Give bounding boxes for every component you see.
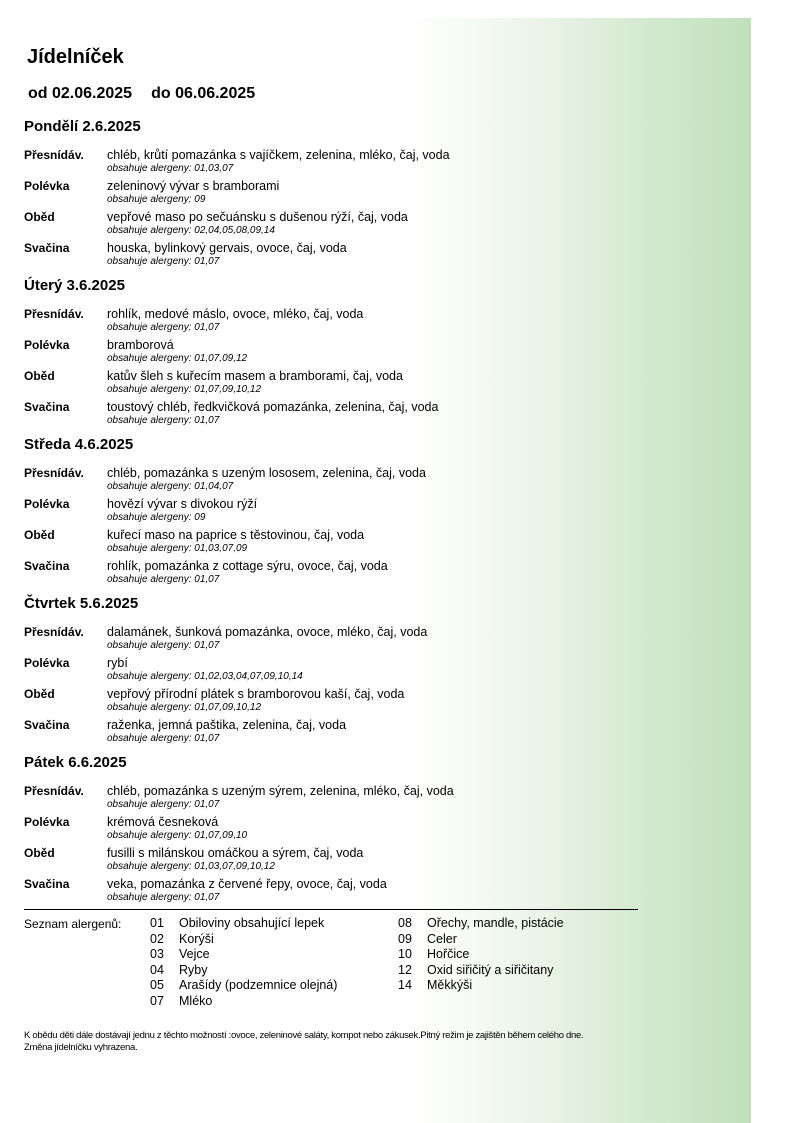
meal-description: zeleninový vývar s bramborami — [107, 179, 280, 193]
meal-row — [24, 179, 644, 210]
footer-note-line: K obědu děti dále dostávají jednu z těchto možností :ovoce, zeleninové saláty, kompot nebo zákusek.Pitný režim je zajištěn během celého dne. — [24, 1030, 584, 1041]
allergen-number: 07 — [150, 993, 164, 1008]
meal-row — [24, 148, 644, 179]
footer-note — [24, 1030, 744, 1054]
allergen-item — [398, 932, 564, 948]
meal-description: bramborová — [107, 338, 174, 352]
allergen-name: Vejce — [179, 947, 210, 961]
meal-allergens: obsahuje alergeny: 01,07,09,12 — [107, 353, 248, 364]
meal-allergens: obsahuje alergeny: 01,07 — [107, 892, 220, 903]
meal-allergens: obsahuje alergeny: 01,03,07,09,10,12 — [107, 861, 275, 872]
meal-description: rybí — [107, 656, 128, 670]
menu-days — [24, 117, 644, 908]
meal-label: Přesnídáv. — [24, 307, 84, 321]
meal-allergens: obsahuje alergeny: 01,07,09,10,12 — [107, 384, 262, 395]
meal-description: houska, bylinkový gervais, ovoce, čaj, voda — [107, 241, 347, 255]
day-block — [24, 435, 644, 594]
allergen-item — [150, 978, 337, 994]
meal-label: Oběd — [24, 210, 55, 224]
meal-row — [24, 656, 644, 687]
meal-row — [24, 369, 644, 400]
day-title: Úterý 3.6.2025 — [24, 277, 125, 294]
meal-label: Přesnídáv. — [24, 148, 84, 162]
meal-row — [24, 338, 644, 369]
allergen-name: Obiloviny obsahující lepek — [179, 916, 325, 930]
allergen-name: Ořechy, mandle, pistácie — [427, 916, 564, 930]
meal-label: Svačina — [24, 718, 70, 732]
meal-row — [24, 466, 644, 497]
meal-row — [24, 307, 644, 338]
meal-description: chléb, krůtí pomazánka s vajíčkem, zelenina, mléko, čaj, voda — [107, 148, 450, 162]
meal-label: Polévka — [24, 338, 70, 352]
meal-label: Svačina — [24, 400, 70, 414]
allergen-list-column — [150, 916, 337, 1009]
meal-row — [24, 815, 644, 846]
page-title: Jídelníček — [27, 46, 124, 68]
meal-row — [24, 210, 644, 241]
meal-description: chléb, pomazánka s uzeným sýrem, zelenina, mléko, čaj, voda — [107, 784, 454, 798]
meal-row — [24, 846, 644, 877]
date-from: od 02.06.2025 — [28, 85, 133, 102]
allergen-number: 12 — [398, 962, 412, 977]
meal-allergens: obsahuje alergeny: 01,07 — [107, 415, 220, 426]
allergen-number: 10 — [398, 947, 412, 961]
meal-allergens: obsahuje alergeny: 01,03,07 — [107, 163, 234, 174]
meal-label: Oběd — [24, 528, 55, 542]
allergen-item — [150, 994, 337, 1010]
meal-label: Polévka — [24, 497, 70, 511]
allergen-list-label: Seznam alergenů: — [24, 917, 122, 931]
meal-allergens: obsahuje alergeny: 09 — [107, 512, 206, 523]
meal-description: veka, pomazánka z červené řepy, ovoce, čaj, voda — [107, 877, 387, 891]
allergen-item — [150, 947, 337, 963]
meal-label: Svačina — [24, 877, 70, 891]
allergen-number: 02 — [150, 931, 164, 946]
meal-label: Přesnídáv. — [24, 625, 84, 639]
meal-allergens: obsahuje alergeny: 09 — [107, 194, 206, 205]
allergen-number: 14 — [398, 978, 412, 992]
allergen-item — [150, 963, 337, 979]
meal-allergens: obsahuje alergeny: 01,04,07 — [107, 481, 234, 492]
meal-description: rohlík, medové máslo, ovoce, mléko, čaj, voda — [107, 307, 364, 321]
allergen-name: Oxid siřičitý a siřičitany — [427, 962, 554, 977]
meal-row — [24, 784, 644, 815]
meal-row — [24, 559, 644, 590]
meal-description: kuřecí maso na paprice s těstovinou, čaj, voda — [107, 528, 365, 542]
meal-allergens: obsahuje alergeny: 01,07 — [107, 733, 220, 744]
day-title: Čtvrtek 5.6.2025 — [24, 595, 139, 612]
date-to: do 06.06.2025 — [151, 85, 256, 102]
meal-allergens: obsahuje alergeny: 01,03,07,09 — [107, 543, 248, 554]
meal-row — [24, 625, 644, 656]
allergen-name: Korýši — [179, 931, 214, 946]
footer-note-line: Změna jídelníčku vyhrazena. — [24, 1042, 138, 1053]
allergen-name: Hořčice — [427, 947, 470, 961]
day-block — [24, 753, 644, 908]
meal-allergens: obsahuje alergeny: 01,07 — [107, 574, 220, 585]
meal-row — [24, 497, 644, 528]
meal-allergens: obsahuje alergeny: 01,07 — [107, 799, 220, 810]
allergen-list-column — [398, 916, 564, 994]
allergen-item — [398, 978, 564, 994]
day-block — [24, 276, 644, 435]
allergen-item — [150, 932, 337, 948]
allergen-name: Arašídy (podzemnice olejná) — [179, 978, 338, 992]
meal-row — [24, 877, 644, 908]
meal-label: Polévka — [24, 179, 70, 193]
allergen-number: 09 — [398, 931, 412, 946]
meal-label: Polévka — [24, 656, 70, 670]
allergen-number: 03 — [150, 947, 164, 961]
meal-allergens: obsahuje alergeny: 01,07 — [107, 256, 220, 267]
allergen-name: Mléko — [179, 993, 213, 1008]
meal-label: Přesnídáv. — [24, 466, 84, 480]
meal-label: Polévka — [24, 815, 70, 829]
meal-row — [24, 241, 644, 272]
meal-label: Přesnídáv. — [24, 784, 84, 798]
meal-allergens: obsahuje alergeny: 01,02,03,04,07,09,10,14 — [107, 671, 303, 682]
allergen-item — [150, 916, 337, 932]
meal-description: katův šleh s kuřecím masem a bramborami, čaj, voda — [107, 369, 403, 383]
meal-description: dalamánek, šunková pomazánka, ovoce, mléko, čaj, voda — [107, 625, 428, 639]
meal-label: Oběd — [24, 369, 55, 383]
meal-allergens: obsahuje alergeny: 01,07 — [107, 640, 220, 651]
date-range — [28, 85, 255, 103]
allergen-item — [398, 963, 564, 979]
meal-description: chléb, pomazánka s uzeným lososem, zelenina, čaj, voda — [107, 466, 426, 480]
day-title: Středa 4.6.2025 — [24, 436, 134, 453]
allergen-number: 04 — [150, 962, 164, 977]
meal-description: vepřové maso po sečuánsku s dušenou rýží, čaj, voda — [107, 210, 408, 224]
meal-description: toustový chléb, ředkvičková pomazánka, zelenina, čaj, voda — [107, 400, 439, 414]
meal-label: Svačina — [24, 241, 70, 255]
allergen-name: Ryby — [179, 962, 208, 977]
meal-row — [24, 528, 644, 559]
allergen-number: 08 — [398, 916, 412, 930]
meal-row — [24, 718, 644, 749]
meal-allergens: obsahuje alergeny: 01,07 — [107, 322, 220, 333]
meal-label: Oběd — [24, 846, 55, 860]
allergen-number: 01 — [150, 916, 164, 930]
allergen-item — [398, 947, 564, 963]
allergen-number: 05 — [150, 978, 164, 992]
meal-label: Oběd — [24, 687, 55, 701]
meal-allergens: obsahuje alergeny: 01,07,09,10,12 — [107, 702, 262, 713]
meal-description: rohlík, pomazánka z cottage sýru, ovoce, čaj, voda — [107, 559, 388, 573]
meal-allergens: obsahuje alergeny: 01,07,09,10 — [107, 830, 248, 841]
meal-allergens: obsahuje alergeny: 02,04,05,08,09,14 — [107, 225, 275, 236]
meal-description: hovězí vývar s divokou rýží — [107, 497, 258, 511]
meal-description: krémová česneková — [107, 815, 219, 829]
day-block — [24, 117, 644, 276]
day-title: Pátek 6.6.2025 — [24, 754, 127, 771]
meal-description: raženka, jemná paštika, zelenina, čaj, voda — [107, 718, 347, 732]
meal-description: vepřový přírodní plátek s bramborovou kaší, čaj, voda — [107, 687, 405, 701]
allergen-item — [398, 916, 564, 932]
meal-label: Svačina — [24, 559, 70, 573]
meal-row — [24, 400, 644, 431]
meal-description: fusilli s milánskou omáčkou a sýrem, čaj, voda — [107, 846, 364, 860]
section-divider — [24, 909, 638, 910]
allergen-name: Měkkýši — [427, 978, 473, 992]
meal-row — [24, 687, 644, 718]
allergen-name: Celer — [427, 931, 457, 946]
day-title: Pondělí 2.6.2025 — [24, 118, 141, 135]
day-block — [24, 594, 644, 753]
